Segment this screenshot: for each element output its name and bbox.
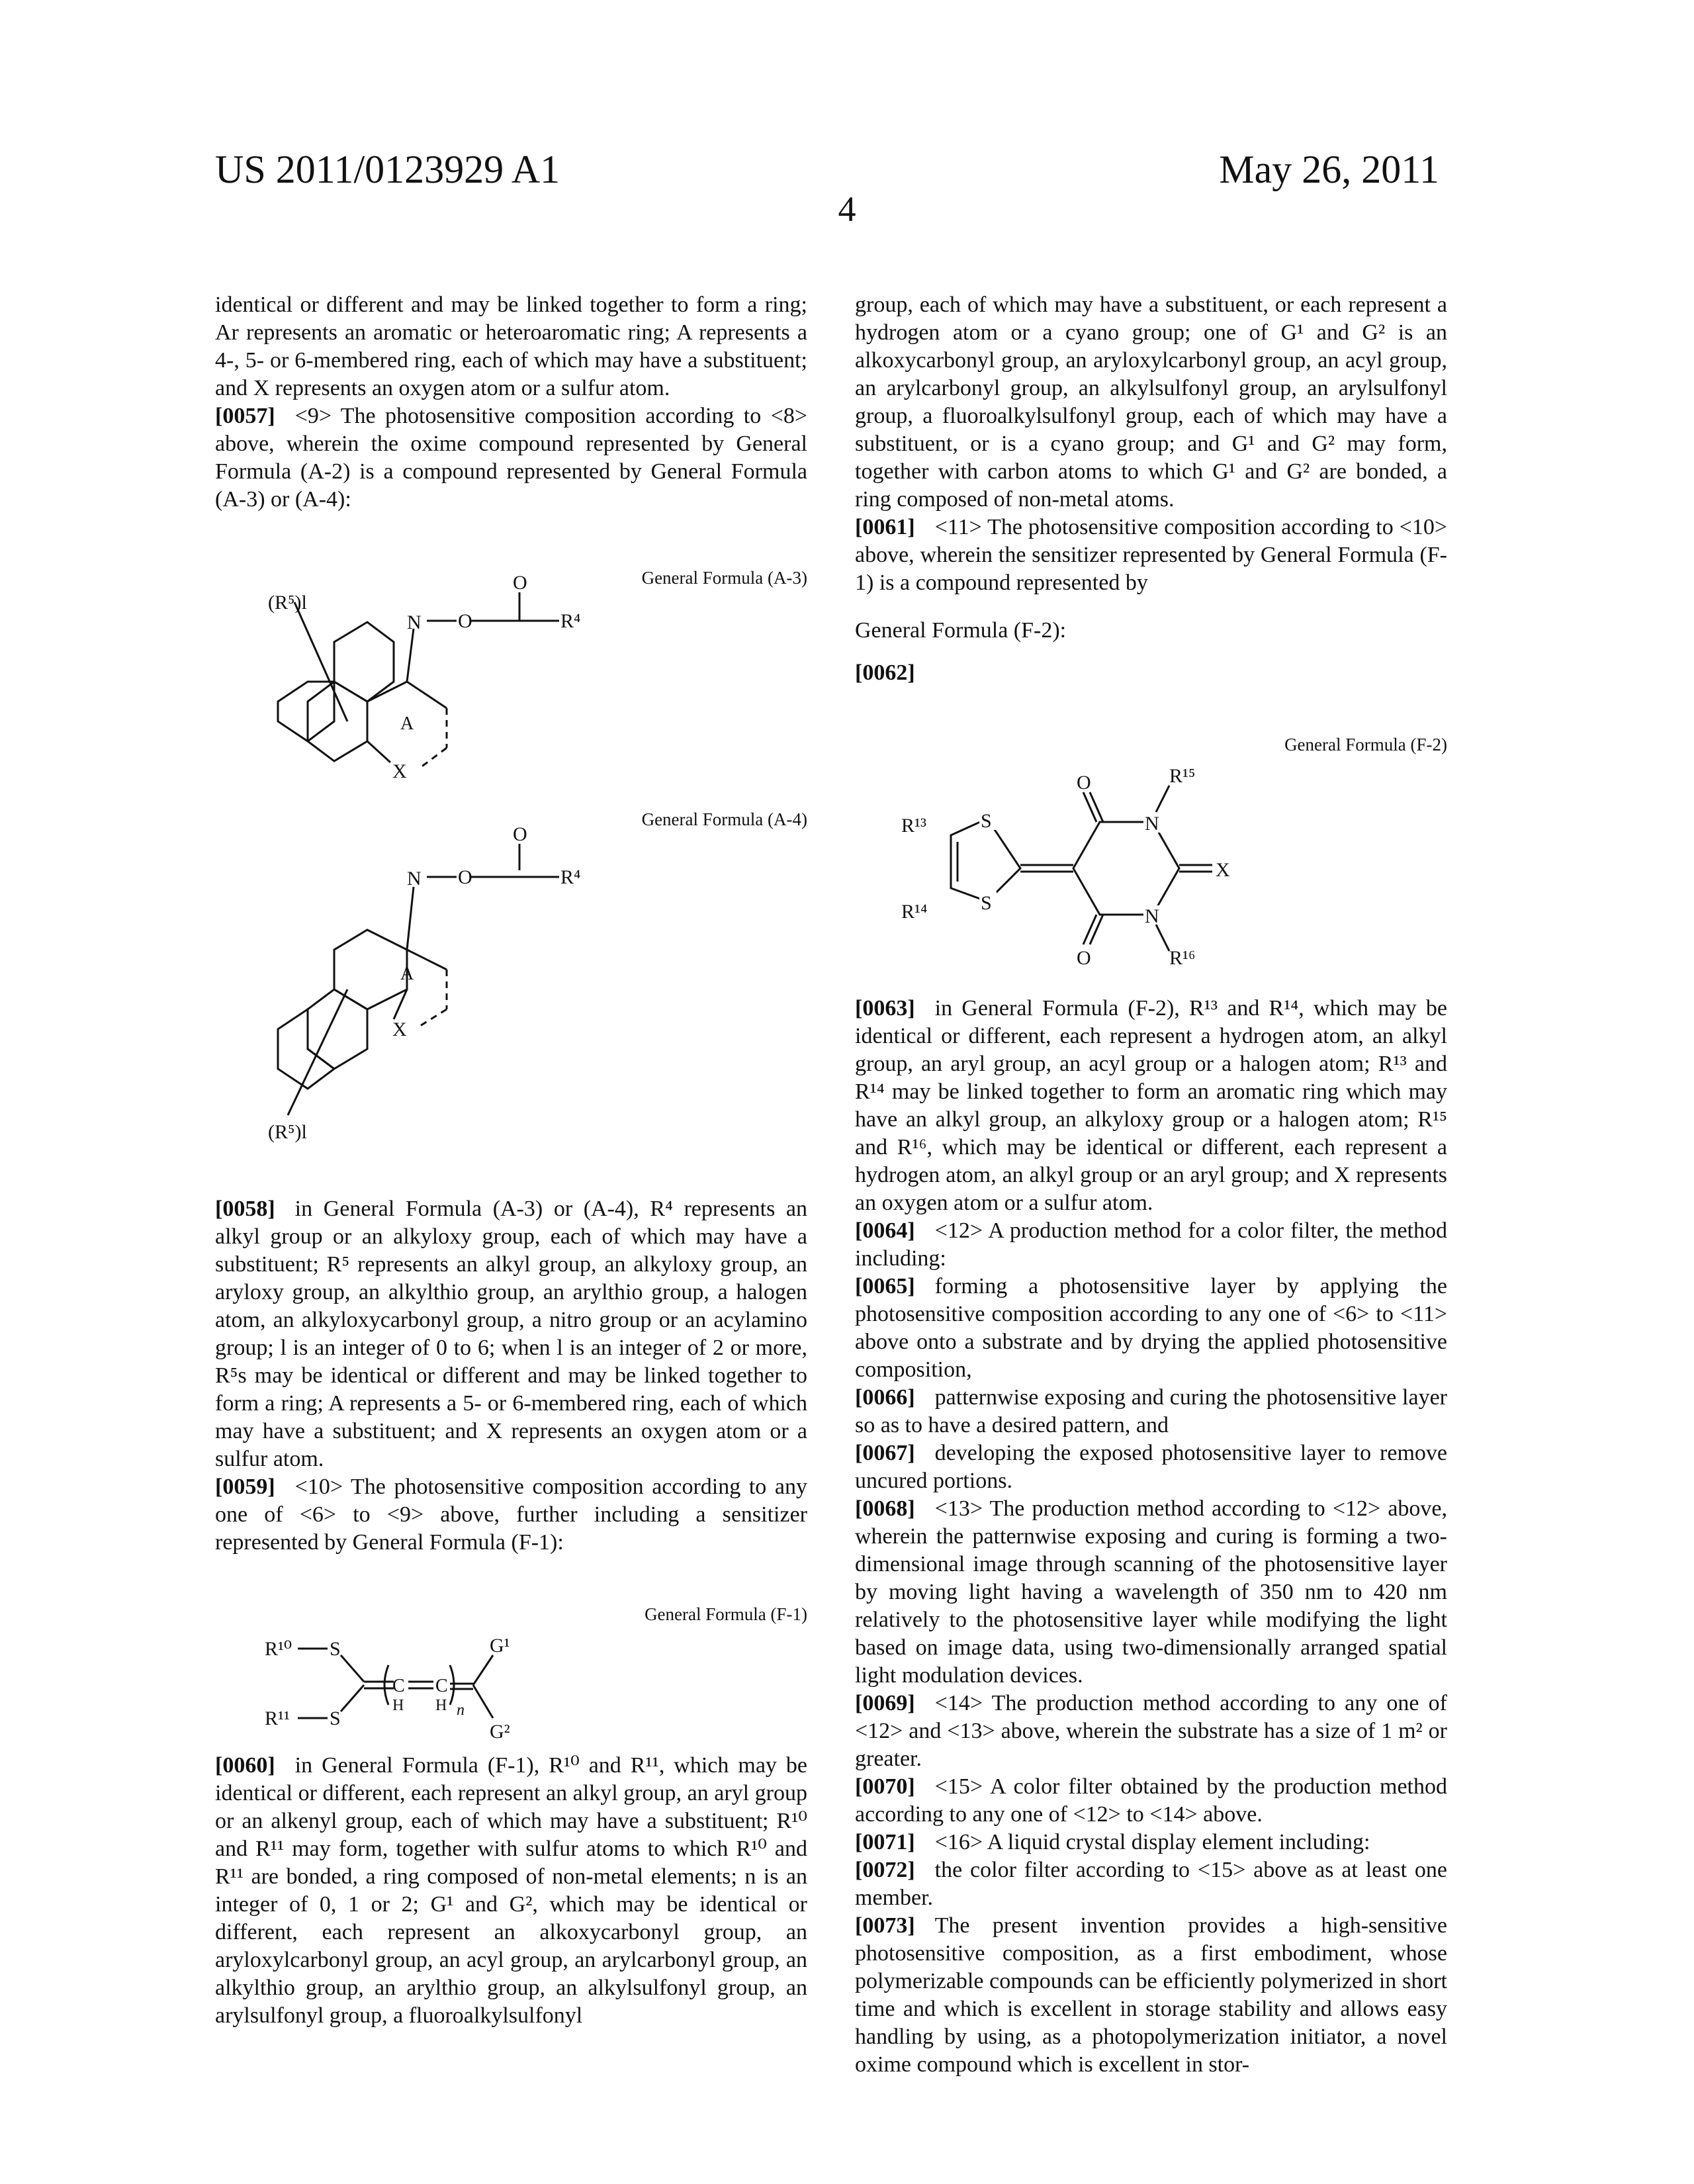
paragraph-number: [0058] [215, 1197, 275, 1221]
paragraph-0065 [855, 1273, 1447, 1384]
atom-label: R¹¹ [265, 1707, 290, 1729]
paragraph-number: [0063] [855, 996, 915, 1021]
paragraph-text: <12> A production method for a color filter, the method including: [855, 1218, 1447, 1271]
paragraph-number: [0069] [855, 1691, 915, 1715]
paragraph-text: in General Formula (F-2), R¹³ and R¹⁴, which may be identical or different, each represent a hydrogen atom, an alkyl group, an aryl group, an acyl group or a halogen atom; R¹³ and R¹⁴ may be linked together to form an aromatic ring which may have an alkyl group, an alkyloxy group or a halogen atom; R¹⁵ and R¹⁶, which may be identical or different, each represent a hydrogen atom, an alkyl group or an aryl group; and X represents an oxygen atom or a sulfur atom. [855, 996, 1447, 1215]
atom-label: S [330, 1638, 341, 1660]
paragraph-0064 [855, 1217, 1447, 1273]
atom-label: N [1145, 813, 1159, 835]
page-number: 4 [0, 189, 1694, 230]
paragraph-0072 [855, 1856, 1447, 1912]
atom-label: R¹³ [901, 815, 926, 837]
atom-label: S [981, 892, 992, 914]
paragraph-number: [0066] [855, 1385, 915, 1410]
atom-label: C [435, 1676, 448, 1696]
atom-label: O [1077, 947, 1091, 969]
paragraph-text: <16> A liquid crystal display element including: [935, 1830, 1370, 1854]
paragraph-text: in General Formula (A-3) or (A-4), R⁴ represents an alkyl group or an alkyloxy group, each of which may have a substituent; R⁵ represents an alkyl group, an alkyloxy group, an aryloxy group, an alkylthio group, an arylthio group, a halogen atom, an alkyloxycarbonyl group, a nitro group or an acylamino group; l is an integer of 0 to 6; when l is an integer of 2 or more, R⁵s may be identical or different and may be linked together to form a ring; A represents a 5- or 6-membered ring, each of which may have a substituent; and X represents an oxygen atom or a sulfur atom. [215, 1197, 807, 1471]
paragraph-number: [0068] [855, 1496, 915, 1521]
paragraph-0070 [855, 1773, 1447, 1829]
atom-label: O [458, 866, 472, 888]
atom-label: H [392, 1697, 404, 1714]
paragraph-number: [0072] [855, 1858, 915, 1882]
atom-label: X [392, 760, 407, 782]
paragraph-0073 [855, 1912, 1447, 2079]
formula-a4-structure [215, 831, 807, 1148]
paragraph-text: <13> The production method according to <12> above, wherein the patternwise exposing and curing is forming a two-dimensional image through scanning of the photosensitive layer by moving light having a wavelength of 350 nm to 420 nm relatively to the photosensitive layer while modifying the light based on image data, using two-dimensionally arranged spatial light modulation devices. [855, 1496, 1447, 1688]
atom-label: G¹ [490, 1635, 510, 1657]
atom-label: O [513, 572, 527, 594]
publication-number: US 2011/0123929 A1 [215, 147, 560, 193]
paragraph-text: The present invention provides a high-sensitive photosensitive composition, as a first embodiment, whose polymerizable compounds can be efficiently polymerized in short time and which is excellent in storage stability and allows easy handling by using, as a photopolymerization initiator, a novel oxime compound which is excellent in stor- [855, 1913, 1447, 2077]
atom-label: N [1145, 905, 1159, 927]
atom-label: A [400, 713, 414, 734]
paragraph-0069 [855, 1690, 1447, 1773]
formula-f2-structure [855, 756, 1447, 968]
paragraph-number: [0073] [855, 1913, 915, 1938]
right-column [855, 291, 1447, 2079]
atom-label: S [981, 810, 992, 832]
formula-reference: General Formula (F-2): [855, 617, 1447, 645]
atom-label: R¹⁵ [1169, 765, 1195, 787]
atom-label: O [458, 610, 472, 632]
paragraph-0059 [215, 1473, 807, 1557]
atom-label: n [457, 1702, 465, 1719]
paragraph-text: <10> The photosensitive composition according to any one of <6> to <9> above, further including a sensitizer represented by General Formula (F-1): [215, 1475, 807, 1555]
paragraph-text: the color filter according to <15> above as at least one member. [855, 1858, 1447, 1910]
formula-a3-structure [215, 589, 807, 801]
atom-label: R⁴ [560, 866, 580, 888]
paragraph-text: <15> A color filter obtained by the production method according to any one of <12> to <14> above. [855, 1774, 1447, 1827]
paragraph-0060 [215, 1752, 807, 2030]
paragraph-number: [0061] [855, 515, 915, 539]
paragraph-text: <11> The photosensitive composition according to <10> above, wherein the sensitizer represented by General Formula (F-1) is a compound represented by [855, 515, 1447, 595]
atom-label: A [400, 964, 414, 984]
paragraph-text: <14> The production method according to any one of <12> and <13> above, wherein the substrate has a size of 1 m² or greater. [855, 1691, 1447, 1771]
paragraph-number: [0060] [215, 1753, 275, 1778]
atom-label: R¹⁴ [901, 901, 927, 923]
atom-label: G² [490, 1721, 510, 1743]
paragraph-0061 [855, 514, 1447, 597]
atom-label: R¹⁰ [265, 1638, 292, 1660]
paragraph-0066 [855, 1384, 1447, 1439]
atom-label: O [513, 823, 527, 845]
formula-f1-label: General Formula (F-1) [215, 1603, 807, 1625]
paragraph-text: developing the exposed photosensitive layer to remove uncured portions. [855, 1441, 1447, 1493]
atom-label: O [1077, 772, 1091, 794]
atom-label: (R⁵)l [268, 592, 307, 614]
paragraph-number: [0071] [855, 1830, 915, 1854]
paragraph-text: <9> The photosensitive composition according to <8> above, wherein the oxime compound represented by General Formula (A-2) is a compound represented by General Formula (A-3) or (A-4): [215, 404, 807, 512]
formula-a4-label: General Formula (A-4) [215, 808, 807, 831]
paragraph-0058 [215, 1195, 807, 1473]
paragraph-number: [0070] [855, 1774, 915, 1799]
paragraph-continued: identical or different and may be linked together to form a ring; Ar represents an aromatic or heteroaromatic ring; A represents a 4-, 5- or 6-membered ring, each of which may have a substituent; and X represents an oxygen atom or a sulfur atom. [215, 291, 807, 402]
paragraph-number: [0059] [215, 1475, 275, 1499]
paragraph-number: [0067] [855, 1441, 915, 1465]
paragraph-0057 [215, 402, 807, 514]
formula-a3-label: General Formula (A-3) [215, 567, 807, 589]
formula-f2-label: General Formula (F-2) [855, 733, 1447, 756]
atom-label: R⁴ [560, 610, 580, 632]
paragraph-0067 [855, 1439, 1447, 1495]
publication-date: May 26, 2011 [1219, 147, 1439, 193]
atom-label: N [407, 612, 422, 633]
paragraph-text: patternwise exposing and curing the photosensitive layer so as to have a desired pattern, and [855, 1385, 1447, 1437]
atom-label: X [392, 1019, 407, 1040]
atom-label: N [407, 868, 422, 889]
atom-label: R¹⁶ [1169, 947, 1195, 969]
left-column [215, 291, 807, 2030]
paragraph-text: in General Formula (F-1), R¹⁰ and R¹¹, which may be identical or different, each represent an alkyl group, an aryl group or an alkenyl group, each of which may have a substituent; R¹⁰ and R¹¹ may form, together with sulfur atoms to which R¹⁰ and R¹¹ are bonded, a ring composed of non-metal elements; n is an integer of 0, 1 or 2; G¹ and G², which may be identical or different, each represent an alkoxycarbonyl group, an aryloxylcarbonyl group, an acyl group, an arylcarbonyl group, an alkylthio group, an arylthio group, an alkylsulfonyl group, an arylsulfonyl group, a fluoroalkylsulfonyl [215, 1753, 807, 2028]
formula-f1-structure [215, 1625, 807, 1745]
atom-label: H [435, 1697, 447, 1714]
paragraph-continued: group, each of which may have a substituent, or each represent a hydrogen atom or a cyano group; one of G¹ and G² is an alkoxycarbonyl group, an aryloxylcarbonyl group, an acyl group, an arylcarbonyl group, an alkylsulfonyl group, an arylsulfonyl group, a fluoroalkylsulfonyl group, each of which may have a substituent, or is a cyano group; and G¹ and G² may form, together with carbon atoms to which G¹ and G² are bonded, a ring composed of non-metal atoms. [855, 291, 1447, 514]
atom-label: X [1216, 859, 1230, 881]
paragraph-0068 [855, 1495, 1447, 1690]
atom-label: S [330, 1707, 341, 1729]
paragraph-text: forming a photosensitive layer by applying the photosensitive composition according to any one of <6> to <11> above onto a substrate and by drying the applied photosensitive composition, [855, 1274, 1447, 1382]
paragraph-number: [0057] [215, 404, 275, 428]
paragraph-0071 [855, 1829, 1447, 1856]
paragraph-number: [0065] [855, 1274, 915, 1298]
atom-label: (R⁵)l [268, 1121, 307, 1143]
paragraph-number: [0064] [855, 1218, 915, 1243]
paragraph-0063 [855, 995, 1447, 1217]
atom-label: C [392, 1676, 405, 1696]
paragraph-number: [0062] [855, 659, 1447, 687]
